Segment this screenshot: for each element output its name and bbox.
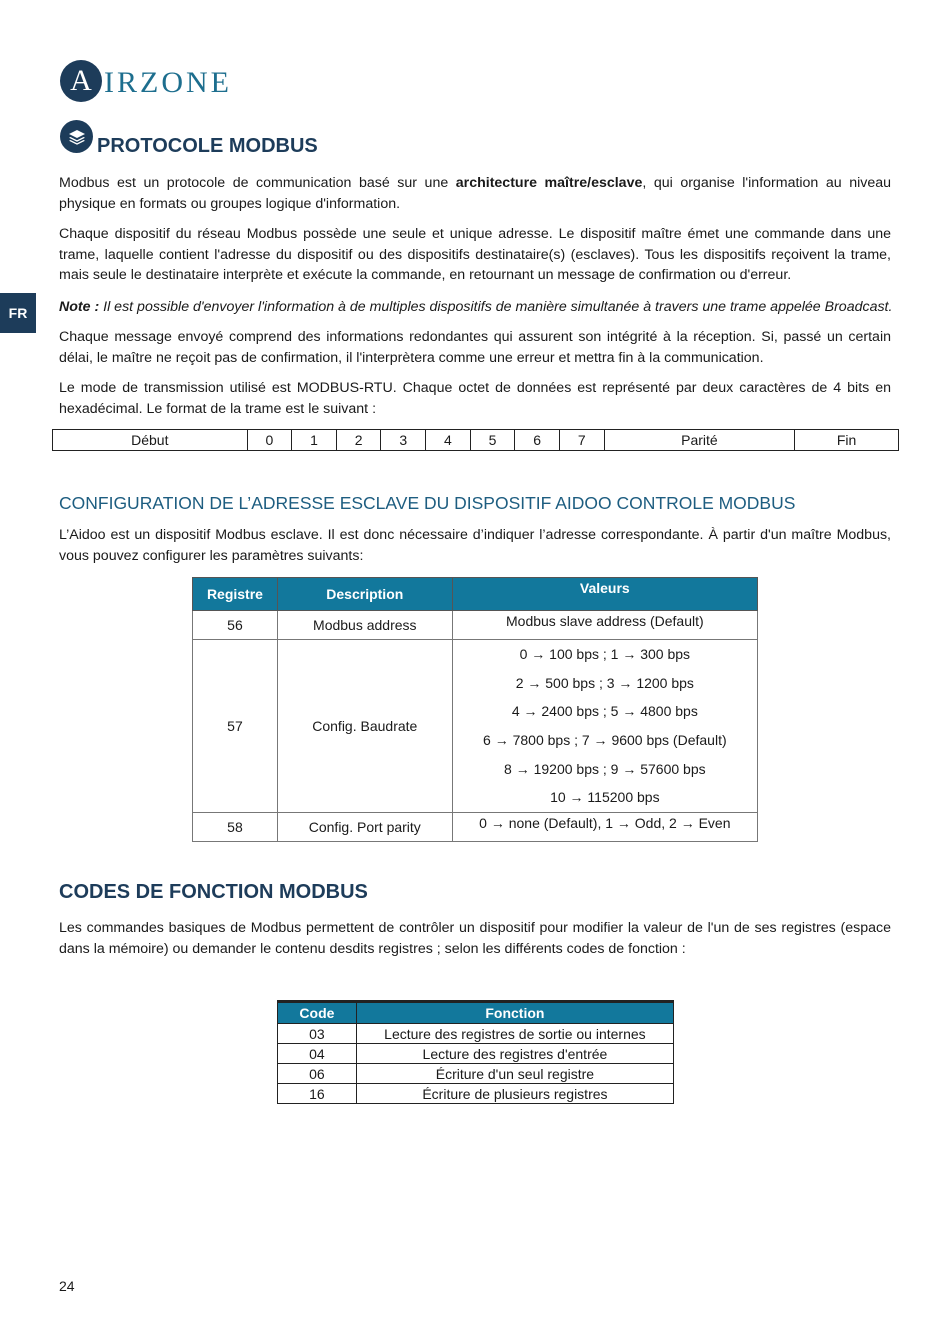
codes-header-fonction: Fonction (356, 1002, 673, 1024)
register-value: 0 → none (Default), 1 → Odd, 2 → Even (479, 815, 731, 832)
register-values (452, 640, 757, 813)
register-values (452, 611, 757, 640)
register-value: 4 → 2400 bps ; 5 → 4800 bps (511, 703, 698, 720)
note-label: Note : (59, 299, 100, 315)
airzone-logo (60, 58, 232, 104)
section-title: PROTOCOLE MODBUS (97, 135, 318, 157)
register-number: 57 (193, 640, 278, 813)
function-code: 06 (278, 1064, 357, 1084)
table-row (278, 1084, 674, 1104)
frame-cell: 0 (247, 430, 292, 451)
register-header-valeurs: Valeurs (452, 578, 757, 611)
frame-cell: 1 (292, 430, 337, 451)
function-code: 16 (278, 1084, 357, 1104)
note-text: Il est possible d'envoyer l'information à de multiples dispositifs de manière simultanée à travers une trame appelée Broadcast. (99, 299, 893, 315)
table-row (193, 611, 758, 640)
register-value: 2 → 500 bps ; 3 → 1200 bps (515, 674, 694, 691)
note-paragraph (59, 297, 891, 318)
codes-header-row (278, 1002, 674, 1024)
frame-cell: 4 (426, 430, 471, 451)
register-number: 56 (193, 611, 278, 640)
frame-format-table (52, 429, 899, 451)
codes-paragraph: Les commandes basiques de Modbus permettent de contrôler un dispositif pour modifier la valeur de l'un de ses registres (espace dans la mémoire) ou demander le contenu desdits registres ; selon les différents codes de fonction : (59, 920, 891, 957)
register-header-registre: Registre (193, 578, 278, 611)
intro-paragraph (59, 173, 891, 214)
config-title: CONFIGURATION DE L’ADRESSE ESCLAVE DU DISPOSITIF AIDOO CONTROLE MODBUS (59, 493, 796, 513)
register-table (192, 577, 758, 842)
frame-cell: Parité (604, 430, 795, 451)
intro-text-post: , qui organise l'information au niveau physique en formats ou groupes logique d'information. (59, 175, 892, 212)
table-row (193, 813, 758, 842)
table-row (278, 1024, 674, 1044)
redundancy-paragraph: Chaque message envoyé comprend des informations redondantes qui assurent son intégrité à la réception. Si, passé un certain délai, le maître ne reçoit pas de confirmation, il l'interprètera comme une erreur et mettra fin à la communication. (59, 329, 891, 366)
table-row (193, 640, 758, 813)
logo-circle-initial: A (60, 60, 102, 102)
table-row (278, 1064, 674, 1084)
register-values (452, 813, 757, 842)
register-description: Config. Baudrate (277, 640, 452, 813)
transmission-paragraph: Le mode de transmission utilisé est MODBUS-RTU. Chaque octet de données est représenté par deux caractères de 4 bits en hexadécimal. Le format de la trame est le suivant : (59, 380, 891, 417)
register-number: 58 (193, 813, 278, 842)
intro-text-bold: architecture maître/esclave (455, 175, 643, 191)
codes-header-code: Code (278, 1002, 357, 1024)
register-description: Modbus address (277, 611, 452, 640)
table-row (278, 1044, 674, 1064)
register-description: Config. Port parity (277, 813, 452, 842)
function-name: Lecture des registres d'entrée (356, 1044, 673, 1064)
frame-format-row (53, 430, 899, 451)
intro-text-pre: Modbus est un protocole de communication basé sur une (59, 175, 456, 191)
section-heading (60, 120, 318, 157)
frame-cell: 3 (381, 430, 426, 451)
codes-title: CODES DE FONCTION MODBUS (59, 881, 368, 903)
function-name: Lecture des registres de sortie ou internes (356, 1024, 673, 1044)
function-name: Écriture d'un seul registre (356, 1064, 673, 1084)
language-tab: FR (0, 293, 36, 333)
register-header-row (193, 578, 758, 611)
function-code: 03 (278, 1024, 357, 1044)
frame-cell: Début (53, 430, 248, 451)
register-value: 8 → 19200 bps ; 9 → 57600 bps (504, 760, 706, 777)
function-codes-table (277, 1000, 674, 1104)
frame-cell: 2 (336, 430, 381, 451)
page-number: 24 (59, 1278, 75, 1294)
frame-cell: Fin (795, 430, 899, 451)
frame-cell: 7 (559, 430, 604, 451)
register-value: 10 → 115200 bps (550, 789, 660, 806)
function-name: Écriture de plusieurs registres (356, 1084, 673, 1104)
layers-icon (60, 120, 93, 153)
frame-cell: 6 (515, 430, 560, 451)
register-value: Modbus slave address (Default) (506, 613, 704, 629)
config-paragraph: L’Aidoo est un dispositif Modbus esclave. Il est donc nécessaire d’indiquer l’adresse correspondante. À partir d'un maître Modbus, vous pouvez configurer les paramètres suivants: (59, 527, 891, 564)
register-value: 6 → 7800 bps ; 7 → 9600 bps (Default) (483, 732, 727, 749)
device-address-paragraph: Chaque dispositif du réseau Modbus possède une seule et unique adresse. Le dispositif maître émet une commande dans une trame, laquelle contient l'adresse du dispositif ou des dispositifs destinataire(s) (esclaves). Tous les dispositifs reçoivent la trame, mais seule le destinataire interprète et exécute la commande, en retournant un message de confirmation ou d'erreur. (59, 226, 891, 283)
register-header-description: Description (277, 578, 452, 611)
frame-cell: 5 (470, 430, 515, 451)
logo-wordmark: IRZONE (104, 66, 232, 99)
function-code: 04 (278, 1044, 357, 1064)
register-value: 0 → 100 bps ; 1 → 300 bps (519, 646, 691, 662)
